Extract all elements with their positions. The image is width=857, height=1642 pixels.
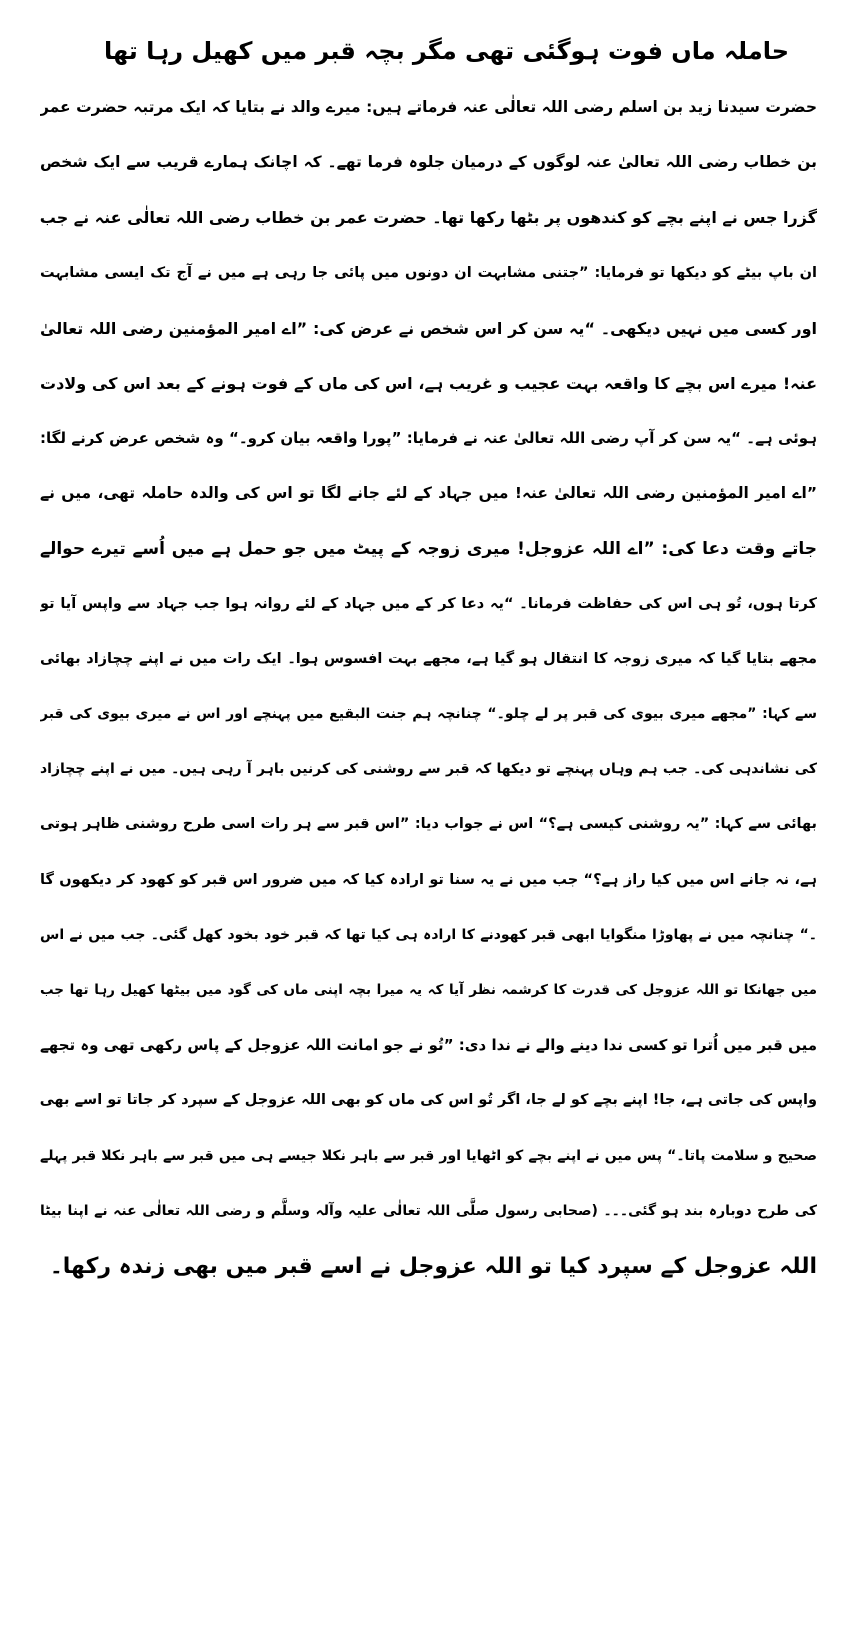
body-line: کی نشاندہی کی۔ جب ہم وہاں پہنچے تو دیکھا کہ قبر سے روشنی کی کرنیں باہر آ رہی ہیں۔ میں نے اپنے چچازاد bbox=[40, 761, 817, 778]
body-line: حضرت سیدنا زید بن اسلم رضی اللہ تعالٰی عنہ فرماتے ہیں: میرے والد نے بتایا کہ ایک مرتبہ حضرت عمر bbox=[40, 98, 817, 116]
body-line-last: اللہ عزوجل کے سپرد کیا تو اللہ عزوجل نے اسے قبر میں بھی زندہ رکھا۔ bbox=[49, 1253, 817, 1279]
body-line: جاتے وقت دعا کی: ”اے اللہ عزوجل! میری زوجہ کے پیٹ میں جو حمل ہے میں اُسے تیرے حوالے bbox=[40, 538, 817, 559]
body-line: میں جھانکا تو اللہ عزوجل کی قدرت کا کرشمہ نظر آیا کہ یہ میرا بچہ اپنی ماں کی گود میں بیٹھا کھیل رہا تھا جب bbox=[40, 982, 817, 998]
body-line: میں قبر میں اُترا تو کسی ندا دینے والے نے ندا دی: ”تُو نے جو امانت اللہ عزوجل کے پاس رکھی تھی وہ تجھے bbox=[40, 1036, 817, 1055]
body-line: مجھے بتایا گیا کہ میری زوجہ کا انتقال ہو گیا ہے، مجھے بہت افسوس ہوا۔ ایک رات میں نے اپنے چچازاد بھائی bbox=[40, 650, 817, 667]
article-body bbox=[40, 80, 817, 1294]
body-line: صحیح و سلامت پاتا۔“ پس میں نے اپنے بچے کو اٹھایا اور قبر سے باہر نکلا جیسے ہی میں قبر سے باہر نکلا قبر پہلے bbox=[40, 1147, 817, 1164]
body-line: واپس کی جاتی ہے، جا! اپنے بچے کو لے جا، اگر تُو اس کی ماں کو بھی اللہ عزوجل کے سپرد کر جاتا تو اسے بھی bbox=[40, 1092, 817, 1109]
article-title: حاملہ ماں فوت ہوگئی تھی مگر بچہ قبر میں کھیل رہا تھا bbox=[103, 37, 789, 65]
body-line: سے کہا: ”مجھے میری بیوی کی قبر پر لے چلو۔“ چنانچہ ہم جنت البقیع میں پہنچے اور اس نے میری بیوی کی قبر bbox=[40, 706, 817, 723]
body-line: گزرا جس نے اپنے بچے کو کندھوں پر بٹھا رکھا تھا۔ حضرت عمر بن خطاب رضی اللہ تعالٰی عنہ نے جب bbox=[40, 208, 817, 228]
body-line: عنہ! میرے اس بچے کا واقعہ بہت عجیب و غریب ہے، اس کی ماں کے فوت ہونے کے بعد اس کی ولادت bbox=[40, 373, 817, 393]
body-line: ”اے امیر المؤمنین رضی اللہ تعالیٰ عنہ! میں جہاد کے لئے جانے لگا تو اس کی والدہ حاملہ تھی، میں نے bbox=[40, 484, 817, 503]
body-line: بن خطاب رضی اللہ تعالیٰ عنہ لوگوں کے درمیان جلوہ فرما تھے۔ کہ اچانک ہمارے قریب سے ایک شخص bbox=[40, 153, 817, 172]
body-line: ان باپ بیٹے کو دیکھا تو فرمایا: ”جتنی مشابہت ان دونوں میں پائی جا رہی ہے میں نے آج تک ایسی مشابہت bbox=[40, 264, 817, 281]
body-line: بھائی سے کہا: ”یہ روشنی کیسی ہے؟“ اس نے جواب دیا: ”اس قبر سے ہر رات اسی طرح روشنی ظاہر ہوتی bbox=[40, 816, 817, 833]
body-line: کرتا ہوں، تُو ہی اس کی حفاظت فرمانا۔ “یہ دعا کر کے میں جہاد کے لئے روانہ ہوا جب جہاد سے واپس آیا تو bbox=[40, 595, 817, 612]
body-line: کی طرح دوبارہ بند ہو گئی۔۔۔ (صحابی رسول صلَّی اللہ تعالٰی علیہ وآلہ وسلَّم و رضی اللہ تعالٰی عنہ نے اپنا بیٹا bbox=[40, 1202, 817, 1219]
body-line: اور کسی میں نہیں دیکھی۔ “یہ سن کر اس شخص نے عرض کی: ”اے امیر المؤمنین رضی اللہ تعالیٰ bbox=[40, 318, 817, 338]
body-line: ہے، نہ جانے اس میں کیا راز ہے؟“ جب میں نے یہ سنا تو ارادہ کیا کہ میں ضرور اس قبر کو کھود کر دیکھوں گا bbox=[40, 871, 817, 888]
body-line: ہوئی ہے۔ “یہ سن کر آپ رضی اللہ تعالیٰ عنہ نے فرمایا: ”پورا واقعہ بیان کرو۔“ وہ شخص عرض کرنے لگا: bbox=[40, 429, 817, 448]
body-line: ۔“ چنانچہ میں نے پھاوڑا منگوایا ابھی قبر کھودنے کا ارادہ ہی کیا تھا کہ قبر خود بخود کھل گئی۔ جب میں نے اس bbox=[40, 926, 817, 943]
